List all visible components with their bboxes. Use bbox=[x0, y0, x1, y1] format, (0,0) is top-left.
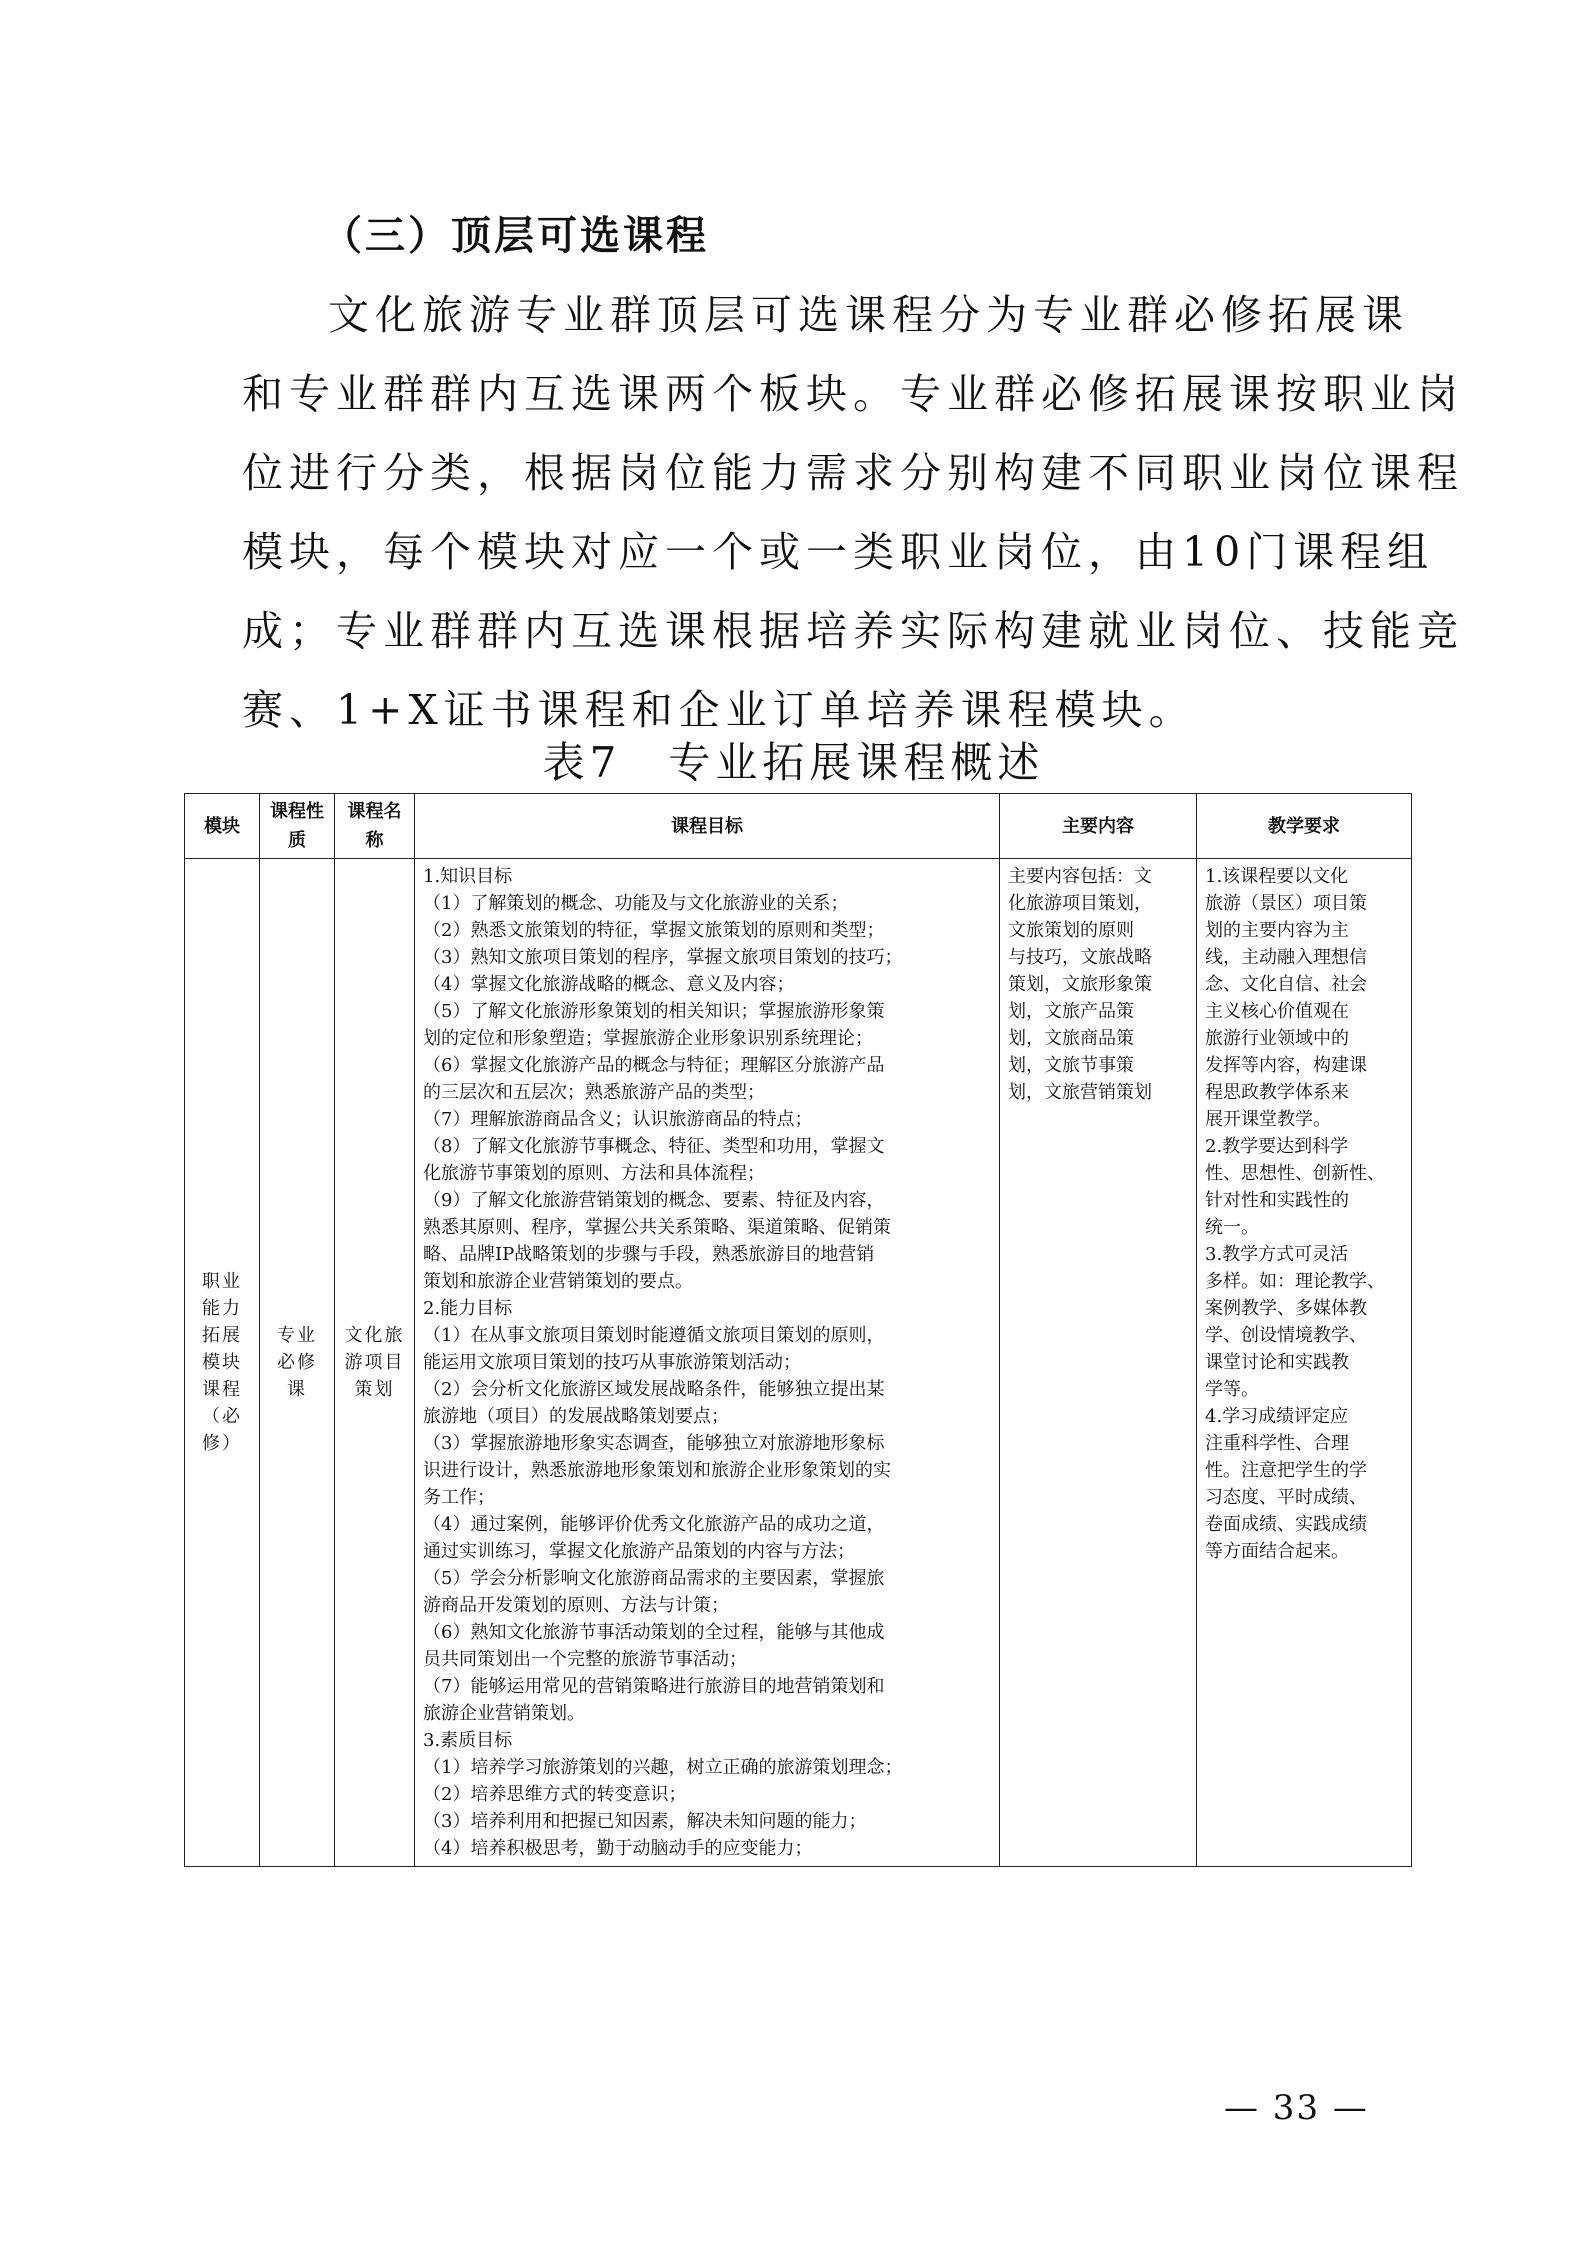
intro-paragraph bbox=[242, 276, 1464, 750]
goal-line: 略、品牌IP战略策划的步骤与手段，熟悉旅游目的地营销 bbox=[423, 1244, 875, 1265]
requirement-line: 旅游行业领域中的 bbox=[1205, 1028, 1349, 1049]
goal-line: 旅游企业营销策划。 bbox=[423, 1703, 585, 1724]
goal-line: 策划和旅游企业营销策划的要点。 bbox=[423, 1271, 693, 1292]
content-line: 划，文旅商品策 bbox=[1008, 1028, 1134, 1049]
page-number: — 33 — bbox=[1224, 2088, 1369, 2128]
requirement-line: 性。注意把学生的学 bbox=[1205, 1460, 1367, 1481]
goal-line: （7）能够运用常见的营销策略进行旅游目的地营销策划和 bbox=[423, 1676, 885, 1697]
goal-line: 1.知识目标 bbox=[423, 866, 513, 887]
header-course-name: 课程名称 bbox=[335, 794, 415, 859]
goal-line: （6）熟知文化旅游节事活动策划的全过程，能够与其他成 bbox=[423, 1622, 885, 1643]
table-header-row bbox=[185, 794, 1412, 859]
goal-line: 3.素质目标 bbox=[423, 1730, 513, 1751]
content-line: 文旅策划的原则 bbox=[1008, 920, 1134, 941]
paragraph-line: 位进行分类，根据岗位能力需求分别构建不同职业岗位课程 bbox=[242, 449, 1464, 497]
table-caption: 表7 专业拓展课程概述 bbox=[542, 738, 1045, 787]
goal-line: （4）掌握文化旅游战略的概念、意义及内容； bbox=[423, 974, 795, 995]
requirement-line: 学、创设情境教学、 bbox=[1205, 1325, 1367, 1346]
header-teaching-requirement: 教学要求 bbox=[1197, 794, 1412, 859]
goal-line: （4）培养积极思考，勤于动脑动手的应变能力； bbox=[423, 1838, 813, 1859]
content-line: 划，文旅节事策 bbox=[1008, 1055, 1134, 1076]
header-main-content: 主要内容 bbox=[1000, 794, 1197, 859]
requirement-line: 卷面成绩、实践成绩 bbox=[1205, 1514, 1367, 1535]
content-line: 主要内容包括：文 bbox=[1008, 866, 1152, 887]
content-line: 与技巧，文旅战略 bbox=[1008, 947, 1152, 968]
requirement-line: 4.学习成绩评定应 bbox=[1205, 1406, 1349, 1427]
requirement-line: 案例教学、多媒体教 bbox=[1205, 1298, 1367, 1319]
module-text: 职业能力拓展模块课程（必修） bbox=[202, 1271, 242, 1454]
requirement-line: 等方面结合起来。 bbox=[1205, 1541, 1349, 1562]
goal-line: 游商品开发策划的原则、方法与计策； bbox=[423, 1595, 729, 1616]
goal-line: 的三层次和五层次；熟悉旅游产品的类型； bbox=[423, 1082, 765, 1103]
requirement-line: 发挥等内容，构建课 bbox=[1205, 1055, 1367, 1076]
course-name-cell bbox=[335, 859, 415, 1867]
goal-line: 2.能力目标 bbox=[423, 1298, 513, 1319]
requirement-line: 针对性和实践性的 bbox=[1205, 1190, 1349, 1211]
content-line: 划，文旅营销策划 bbox=[1008, 1082, 1152, 1103]
requirement-cell bbox=[1197, 859, 1412, 1867]
header-course-goal: 课程目标 bbox=[415, 794, 1000, 859]
requirement-line: 注重科学性、合理 bbox=[1205, 1433, 1349, 1454]
module-cell bbox=[185, 859, 260, 1867]
paragraph-line: 赛、1+X证书课程和企业订单培养课程模块。 bbox=[242, 686, 1196, 734]
goal-line: 务工作； bbox=[423, 1487, 495, 1508]
content-line: 划，文旅产品策 bbox=[1008, 1001, 1134, 1022]
goal-line: 旅游地（项目）的发展战略策划要点； bbox=[423, 1406, 729, 1427]
goal-line: （2）熟悉文旅策划的特征，掌握文旅策划的原则和类型； bbox=[423, 920, 885, 941]
goal-line: （7）理解旅游商品含义；认识旅游商品的特点； bbox=[423, 1109, 813, 1130]
table-row bbox=[185, 859, 1412, 1867]
requirement-line: 线，主动融入理想信 bbox=[1205, 947, 1367, 968]
header-course-nature: 课程性质 bbox=[260, 794, 335, 859]
goal-line: 员共同策划出一个完整的旅游节事活动； bbox=[423, 1649, 747, 1670]
requirement-line: 划的主要内容为主 bbox=[1205, 920, 1349, 941]
goal-line: （9）了解文化旅游营销策划的概念、要素、特征及内容， bbox=[423, 1190, 885, 1211]
requirement-line: 习态度、平时成绩、 bbox=[1205, 1487, 1367, 1508]
section-heading: （三）顶层可选课程 bbox=[322, 212, 709, 259]
goal-line: （8）了解文化旅游节事概念、特征、类型和功用，掌握文 bbox=[423, 1136, 885, 1157]
goal-line: 识进行设计，熟悉旅游地形象策划和旅游企业形象策划的实 bbox=[423, 1460, 891, 1481]
goal-line: （5）学会分析影响文化旅游商品需求的主要因素，掌握旅 bbox=[423, 1568, 885, 1589]
goal-line: （5）了解文化旅游形象策划的相关知识；掌握旅游形象策 bbox=[423, 1001, 885, 1022]
requirement-lines bbox=[1205, 863, 1403, 1565]
goal-lines bbox=[423, 863, 991, 1862]
goal-line: （2）培养思维方式的转变意识； bbox=[423, 1784, 687, 1805]
goal-line: （2）会分析文化旅游区域发展战略条件，能够独立提出某 bbox=[423, 1379, 885, 1400]
content-line: 策划，文旅形象策 bbox=[1008, 974, 1152, 995]
goal-line: （3）熟知文旅项目策划的程序，掌握文旅项目策划的技巧； bbox=[423, 947, 903, 968]
goal-line: 通过实训练习，掌握文化旅游产品策划的内容与方法； bbox=[423, 1541, 855, 1562]
content-line: 化旅游项目策划， bbox=[1008, 893, 1152, 914]
requirement-line: 3.教学方式可灵活 bbox=[1205, 1244, 1349, 1265]
goal-line: 熟悉其原则、程序，掌握公共关系策略、渠道策略、促销策 bbox=[423, 1217, 891, 1238]
requirement-line: 展开课堂教学。 bbox=[1205, 1109, 1331, 1130]
goal-cell bbox=[415, 859, 1000, 1867]
requirement-line: 1.该课程要以文化 bbox=[1205, 866, 1349, 887]
goal-line: （1）了解策划的概念、功能及与文化旅游业的关系； bbox=[423, 893, 849, 914]
goal-line: （1）培养学习旅游策划的兴趣，树立正确的旅游策划理念； bbox=[423, 1757, 903, 1778]
paragraph-line: 和专业群群内互选课两个板块。专业群必修拓展课按职业岗 bbox=[242, 370, 1464, 418]
paragraph-line: 文化旅游专业群顶层可选课程分为专业群必修拓展课 bbox=[328, 291, 1409, 339]
requirement-line: 多样。如：理论教学、 bbox=[1205, 1271, 1385, 1292]
goal-line: （3）掌握旅游地形象实态调查，能够独立对旅游地形象标 bbox=[423, 1433, 885, 1454]
goal-line: 划的定位和形象塑造；掌握旅游企业形象识别系统理论； bbox=[423, 1028, 873, 1049]
goal-line: （6）掌握文化旅游产品的概念与特征；理解区分旅游产品 bbox=[423, 1055, 885, 1076]
goal-line: （3）培养利用和把握已知因素，解决未知问题的能力； bbox=[423, 1811, 867, 1832]
header-module: 模块 bbox=[185, 794, 260, 859]
course-table bbox=[184, 793, 1412, 1867]
requirement-line: 主义核心价值观在 bbox=[1205, 1001, 1349, 1022]
nature-text: 专业必修课 bbox=[277, 1325, 317, 1400]
goal-line: 能运用文旅项目策划的技巧从事旅游策划活动； bbox=[423, 1352, 801, 1373]
content-cell bbox=[1000, 859, 1197, 1867]
goal-line: （1）在从事文旅项目策划时能遵循文旅项目策划的原则， bbox=[423, 1325, 885, 1346]
goal-line: 化旅游节事策划的原则、方法和具体流程； bbox=[423, 1163, 765, 1184]
requirement-line: 旅游（景区）项目策 bbox=[1205, 893, 1367, 914]
requirement-line: 性、思想性、创新性、 bbox=[1205, 1163, 1385, 1184]
goal-line: （4）通过案例，能够评价优秀文化旅游产品的成功之道， bbox=[423, 1514, 885, 1535]
requirement-line: 课堂讨论和实践教 bbox=[1205, 1352, 1349, 1373]
requirement-line: 2.教学要达到科学 bbox=[1205, 1136, 1349, 1157]
requirement-line: 学等。 bbox=[1205, 1379, 1259, 1400]
course-name-text: 文化旅游项目策划 bbox=[344, 1325, 405, 1400]
paragraph-line: 模块，每个模块对应一个或一类职业岗位，由10门课程组 bbox=[242, 528, 1435, 576]
requirement-line: 程思政教学体系来 bbox=[1205, 1082, 1349, 1103]
requirement-line: 统一。 bbox=[1205, 1217, 1259, 1238]
nature-cell bbox=[260, 859, 335, 1867]
paragraph-line: 成；专业群群内互选课根据培养实际构建就业岗位、技能竞 bbox=[242, 607, 1464, 655]
content-lines bbox=[1008, 863, 1188, 1106]
requirement-line: 念、文化自信、社会 bbox=[1205, 974, 1367, 995]
